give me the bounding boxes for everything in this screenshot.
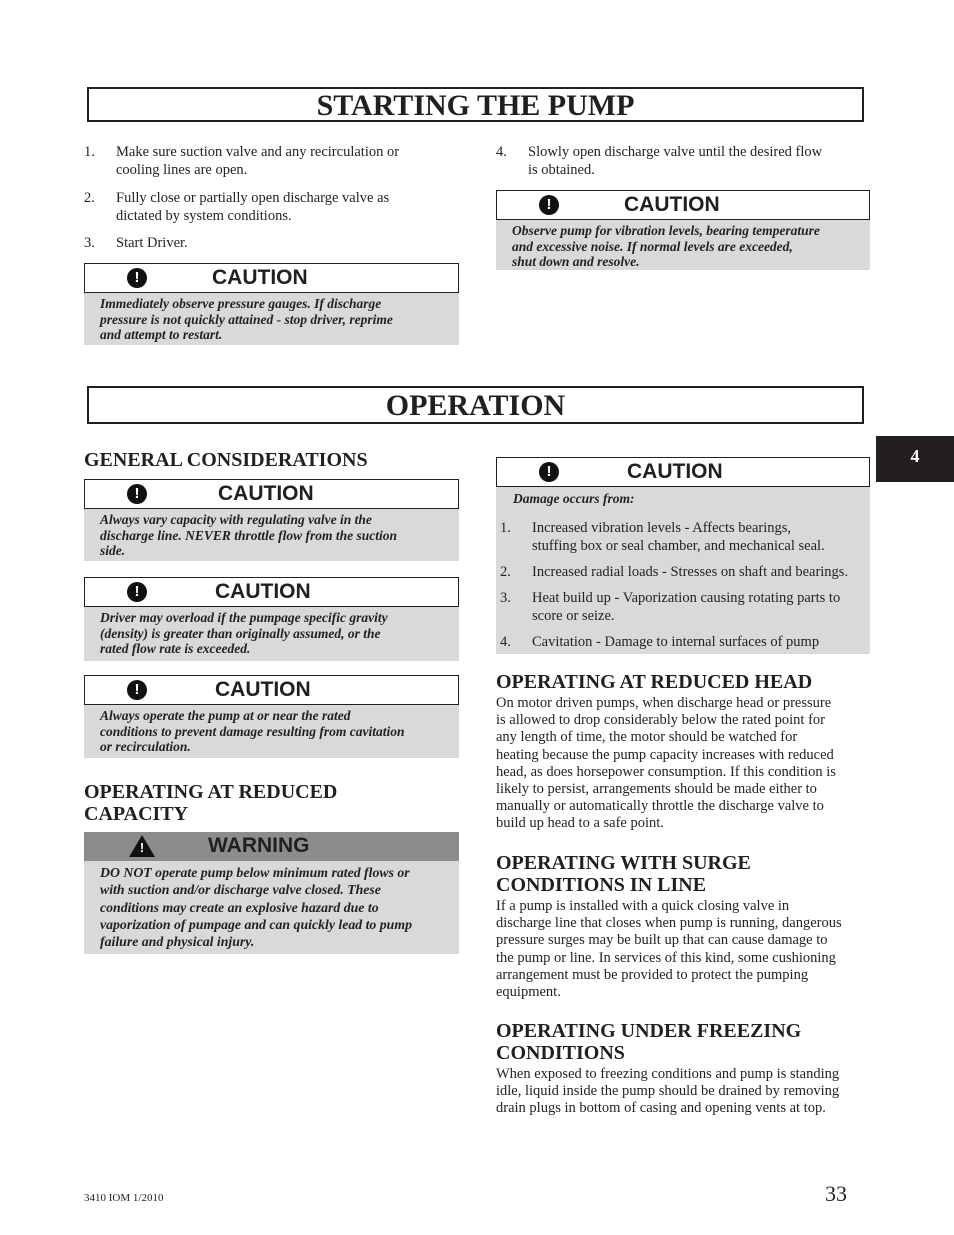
- freezing-text: When exposed to freezing conditions and pump is standing idle, liquid inside the pump should be drained by removing drain plugs in bottom of casing and opening vents at top.: [496, 1066, 840, 1117]
- starting-the-pump-title: STARTING THE PUMP: [87, 87, 864, 122]
- step-text: Fully close or partially open discharge valve as dictated by system conditions.: [116, 190, 390, 224]
- exclamation-icon: !: [539, 462, 559, 482]
- caution-driver-overload: [84, 577, 459, 661]
- warning-text: DO NOT operate pump below minimum rated flows or with suction and/or discharge valve closed. These conditions may create an explosive hazard due to vaporization of pumpage and can quickly lead to pump failure and physical injury.: [100, 865, 412, 950]
- caution-text: Driver may overload if the pumpage specific gravity (density) is greater than originally assumed, or the rated flow rate is exceeded.: [100, 610, 388, 656]
- start-step-3: [84, 234, 454, 252]
- caution-label: CAUTION: [212, 266, 308, 289]
- step-number: 2.: [84, 190, 95, 206]
- damage-item-4: 4. Cavitation - Damage to internal surfaces of pump: [500, 634, 820, 650]
- caution-label: CAUTION: [215, 678, 311, 701]
- caution-damage: [496, 457, 870, 654]
- caution-label: CAUTION: [218, 482, 314, 505]
- caution-pressure-gauges: [84, 263, 459, 345]
- caution-vibration: [496, 190, 870, 270]
- reduced-capacity-heading: OPERATING AT REDUCED CAPACITY: [84, 781, 338, 825]
- caution-label: CAUTION: [624, 193, 720, 216]
- start-step-4: [496, 143, 871, 179]
- warning-minimum-flow: [84, 832, 459, 954]
- caution-header: [496, 457, 870, 487]
- operation-title: OPERATION: [87, 386, 864, 424]
- caution-header: [84, 263, 459, 293]
- step-text: Slowly open discharge valve until the desired flow is obtained.: [528, 144, 823, 178]
- caution-header: [496, 190, 870, 220]
- caution-label: CAUTION: [215, 580, 311, 603]
- reduced-head-heading: OPERATING AT REDUCED HEAD: [496, 671, 813, 693]
- caution-vary-capacity: [84, 479, 459, 561]
- surge-heading: OPERATING WITH SURGE CONDITIONS IN LINE: [496, 852, 751, 896]
- reduced-head-text: On motor driven pumps, when discharge head or pressure is allowed to drop considerably below the rated point for any length of time, the motor should be watched for heating because the pump capacity increases with reduced head, as does horsepower consumption. If this condition is likely to persist, arrangements should be made either to manually or automatically throttle the discharge valve to build up head to a safe point.: [496, 695, 836, 832]
- step-text: Start Driver.: [116, 235, 188, 251]
- caution-rated-conditions: [84, 675, 459, 758]
- exclamation-icon: !: [127, 268, 147, 288]
- damage-item-3: 3. Heat build up - Vaporization causing rotating parts to score or seize.: [500, 590, 841, 624]
- step-number: 4.: [496, 144, 507, 160]
- caution-text: Always vary capacity with regulating valve in the discharge line. NEVER throttle flow from the suction side.: [100, 512, 398, 558]
- start-step-2: [84, 189, 454, 225]
- general-considerations-heading: GENERAL CONSIDERATIONS: [84, 449, 368, 471]
- caution-text: Immediately observe pressure gauges. If discharge pressure is not quickly attained - stop driver, reprime and attempt to restart.: [100, 296, 393, 342]
- warning-label: WARNING: [208, 834, 310, 857]
- exclamation-icon: !: [127, 582, 147, 602]
- exclamation-icon: !: [139, 840, 145, 855]
- step-number: 3.: [84, 235, 95, 251]
- caution-header: [84, 577, 459, 607]
- caution-header: [84, 479, 459, 509]
- start-step-1: [84, 143, 454, 179]
- step-text: Make sure suction valve and any recirculation or cooling lines are open.: [116, 144, 400, 178]
- caution-header: [84, 675, 459, 705]
- document-id: 3410 IOM 1/2010: [84, 1192, 164, 1204]
- surge-text: If a pump is installed with a quick closing valve in discharge line that closes when pump is running, dangerous pressure surges may be built up that can cause damage to the pump or line. In services of this kind, some cushioning arrangement must be provided to protect the pumping equipment.: [496, 898, 842, 1001]
- caution-text: Observe pump for vibration levels, bearing temperature and excessive noise. If normal levels are exceeded, shut down and resolve.: [512, 223, 820, 269]
- damage-intro: Damage occurs from:: [513, 491, 635, 506]
- exclamation-icon: !: [127, 484, 147, 504]
- step-number: 1.: [84, 144, 95, 160]
- damage-item-2: 2. Increased radial loads - Stresses on shaft and bearings.: [500, 564, 849, 580]
- warning-header: [84, 832, 459, 861]
- freezing-heading: OPERATING UNDER FREEZING CONDITIONS: [496, 1020, 802, 1064]
- page-number: 33: [825, 1181, 847, 1206]
- section-tab: 4: [876, 436, 954, 482]
- damage-item-1: 1. Increased vibration levels - Affects bearings, stuffing box or seal chamber, and mechanical seal.: [500, 520, 825, 554]
- exclamation-icon: !: [539, 195, 559, 215]
- caution-text: Always operate the pump at or near the rated conditions to prevent damage resulting from cavitation or recirculation.: [100, 708, 405, 754]
- exclamation-icon: !: [127, 680, 147, 700]
- caution-label: CAUTION: [627, 460, 723, 483]
